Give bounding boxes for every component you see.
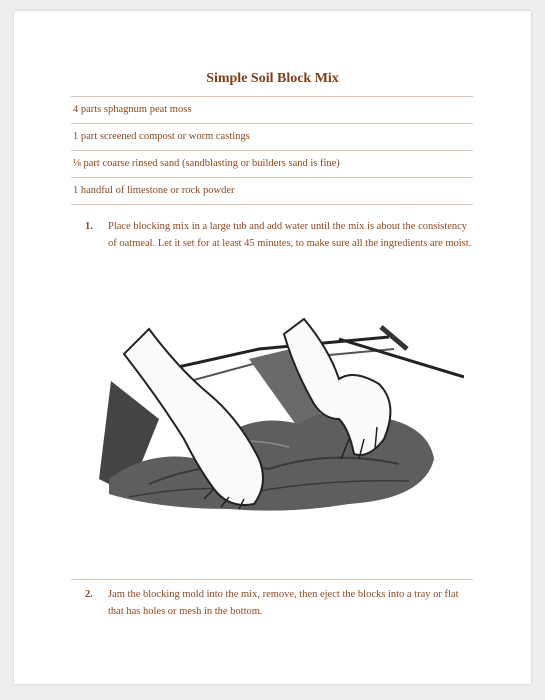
ingredient-row: 4 parts sphagnum peat moss	[71, 96, 473, 123]
ingredients-list	[71, 96, 473, 205]
step-1	[71, 218, 473, 252]
step-number: 2.	[85, 589, 93, 600]
step-number: 1.	[85, 221, 93, 232]
step-text: Jam the blocking mold into the mix, remove, then eject the blocks into a tray or flat that has holes or mesh in the bottom.	[108, 589, 459, 617]
document-page	[14, 11, 531, 684]
hands-mixing-soil-illustration	[89, 309, 464, 521]
ingredient-row: 1 handful of limestone or rock powder	[71, 177, 473, 205]
page-title: Simple Soil Block Mix	[206, 71, 339, 86]
step-2	[71, 579, 473, 620]
step-text: Place blocking mix in a large tub and add water until the mix is about the consistency of oatmeal. Let it set for at least 45 minutes, to make sure all the ingredients are moist.	[108, 221, 472, 249]
ingredient-row: 1 part screened compost or worm castings	[71, 123, 473, 150]
ingredient-row: ⅛ part coarse rinsed sand (sandblasting or builders sand is fine)	[71, 150, 473, 177]
